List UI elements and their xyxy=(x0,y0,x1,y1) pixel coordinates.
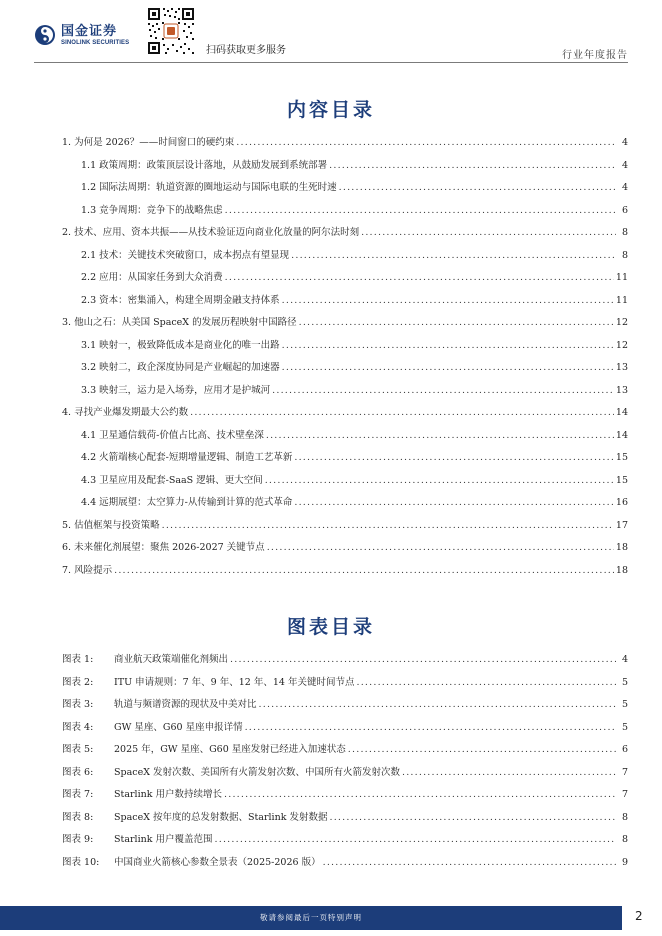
toc-entry[interactable] xyxy=(62,380,628,403)
toc-entry-page: 16 xyxy=(615,497,628,508)
toc-entry[interactable] xyxy=(62,335,628,358)
toc-entry[interactable] xyxy=(62,222,628,245)
toc-leader-dots xyxy=(267,537,614,560)
toc-entry[interactable] xyxy=(62,132,628,155)
figure-entry[interactable] xyxy=(62,784,628,807)
toc-entry[interactable] xyxy=(62,290,628,313)
toc-entry[interactable] xyxy=(62,515,628,538)
contents-list xyxy=(62,132,628,582)
figure-leader-dots xyxy=(224,784,616,807)
figure-entry-page: 4 xyxy=(621,654,628,665)
toc-leader-dots xyxy=(225,267,614,290)
figure-entry[interactable] xyxy=(62,852,628,875)
toc-entry[interactable] xyxy=(62,245,628,268)
figure-leader-dots xyxy=(348,739,616,762)
figure-entry-page: 5 xyxy=(621,699,628,710)
figure-leader-dots xyxy=(259,694,616,717)
figures-list xyxy=(62,649,628,874)
toc-entry-page: 4 xyxy=(621,182,628,193)
toc-leader-dots xyxy=(236,132,616,155)
company-logo xyxy=(34,24,129,46)
toc-entry-page: 15 xyxy=(615,474,628,486)
toc-entry[interactable] xyxy=(62,560,628,583)
toc-entry-title: 1. 为何是 2026？——时间窗口的硬约束 xyxy=(62,137,235,148)
toc-leader-dots xyxy=(299,312,614,335)
toc-entry[interactable] xyxy=(62,425,628,448)
toc-entry-page: 8 xyxy=(621,249,628,261)
contents-title: 内容目录 xyxy=(286,99,375,121)
toc-leader-dots xyxy=(361,222,616,245)
logo-name-cn: 国金证券 xyxy=(61,23,118,39)
figure-leader-dots xyxy=(329,807,616,830)
toc-entry-page: 17 xyxy=(615,519,628,531)
toc-entry-page: 6 xyxy=(621,204,628,216)
figure-entry-title: Starlink 用户数持续增长 xyxy=(114,789,223,800)
figure-entry-title: GW 星座、G60 星座申报详情 xyxy=(114,721,243,733)
figure-leader-dots xyxy=(230,649,616,672)
footer-disclaimer[interactable]: 敬请参阅最后一页特别声明 xyxy=(260,913,362,922)
figure-entry-label: 图表 8: xyxy=(62,811,94,823)
toc-entry-title: 4. 寻找产业爆发期最大公约数 xyxy=(62,407,189,418)
toc-entry-page: 13 xyxy=(615,362,628,373)
toc-entry-title: 4.3 卫星应用及配套-SaaS 逻辑、更大空间 xyxy=(81,474,263,486)
figure-leader-dots xyxy=(245,717,616,740)
toc-entry[interactable] xyxy=(62,155,628,178)
header-divider xyxy=(34,62,628,63)
toc-entry-page: 4 xyxy=(621,159,628,171)
toc-entry[interactable] xyxy=(62,200,628,223)
toc-entry-title: 2. 技术、应用、资本共振——从技术验证迈向商业化放量的阿尔法时刻 xyxy=(62,227,360,238)
figure-entry-label: 图表 10: xyxy=(62,856,100,868)
figure-entry-label: 图表 4: xyxy=(62,721,94,733)
page-number: 2 xyxy=(635,909,643,923)
toc-entry-page: 18 xyxy=(615,564,628,576)
toc-entry[interactable] xyxy=(62,357,628,380)
toc-leader-dots xyxy=(272,380,614,403)
toc-entry-page: 18 xyxy=(615,542,628,553)
figure-entry-page: 8 xyxy=(621,811,628,823)
figure-entry-label: 图表 6: xyxy=(62,766,94,778)
figure-entry-title: 轨道与频谱资源的现状及中美对比 xyxy=(114,699,257,710)
toc-leader-dots xyxy=(265,470,614,493)
figure-entry-title: Starlink 用户覆盖范围 xyxy=(114,834,213,845)
toc-entry-page: 14 xyxy=(615,429,628,441)
toc-entry-title: 3.3 映射三，运力是入场券，应用才是护城河 xyxy=(81,384,271,396)
toc-entry-title: 2.1 技术：关键技术突破窗口，成本拐点有望显现 xyxy=(81,249,290,261)
figure-entry-page: 9 xyxy=(621,856,628,868)
page-header xyxy=(0,0,662,62)
figure-entry-title: 中国商业火箭核心参数全景表（2025-2026 版） xyxy=(114,856,321,868)
toc-entry[interactable] xyxy=(62,492,628,515)
toc-leader-dots xyxy=(282,335,614,358)
toc-leader-dots xyxy=(294,492,614,515)
toc-entry-title: 3. 他山之石：从美国 SpaceX 的发展历程映射中国路径 xyxy=(62,317,297,328)
figure-entry[interactable] xyxy=(62,672,628,695)
toc-leader-dots xyxy=(114,560,614,583)
toc-leader-dots xyxy=(162,515,614,538)
qr-code-icon[interactable] xyxy=(146,6,196,56)
toc-entry[interactable] xyxy=(62,312,628,335)
toc-leader-dots xyxy=(339,177,616,200)
toc-entry-title: 4.1 卫星通信载荷-价值占比高、技术壁垒深 xyxy=(81,429,264,441)
figures-title: 图表目录 xyxy=(286,616,375,638)
toc-entry[interactable] xyxy=(62,177,628,200)
toc-entry[interactable] xyxy=(62,267,628,290)
figure-entry[interactable] xyxy=(62,694,628,717)
figure-entry-title: 2025 年，GW 星座、G60 星座发射已经进入加速状态 xyxy=(114,744,346,755)
figure-entry-title: SpaceX 按年度的总发射数据、Starlink 发射数据 xyxy=(114,811,328,823)
toc-entry-page: 15 xyxy=(615,452,628,463)
figure-entry-page: 6 xyxy=(621,744,628,755)
figure-entry-label: 图表 5: xyxy=(62,744,94,755)
toc-entry[interactable] xyxy=(62,537,628,560)
toc-entry-title: 3.1 映射一，极致降低成本是商业化的唯一出路 xyxy=(81,339,280,351)
toc-entry-title: 4.4 远期展望：太空算力-从传输到计算的范式革命 xyxy=(81,497,293,508)
figure-entry[interactable] xyxy=(62,739,628,762)
figure-entry-page: 5 xyxy=(621,676,628,688)
toc-leader-dots xyxy=(294,447,614,470)
toc-entry-title: 7. 风险提示 xyxy=(62,564,113,576)
toc-entry-page: 14 xyxy=(615,407,628,418)
toc-leader-dots xyxy=(291,245,616,268)
figure-entry-label: 图表 2: xyxy=(62,676,94,688)
toc-entry-title: 1.3 竞争周期：竞争下的战略焦虑 xyxy=(81,204,223,216)
toc-entry[interactable] xyxy=(62,447,628,470)
figure-entry-page: 5 xyxy=(621,721,628,733)
figure-entry-label: 图表 9: xyxy=(62,834,94,845)
figure-leader-dots xyxy=(323,852,616,875)
figure-leader-dots xyxy=(402,762,616,785)
figure-entry-page: 7 xyxy=(621,789,628,800)
figure-entry-label: 图表 3: xyxy=(62,699,94,710)
toc-entry-title: 1.2 国际法周期：轨道资源的圈地运动与国际电联的生死时速 xyxy=(81,182,337,193)
toc-entry[interactable] xyxy=(62,470,628,493)
toc-entry[interactable] xyxy=(62,402,628,425)
figure-entry-label: 图表 1: xyxy=(62,654,94,665)
toc-leader-dots xyxy=(266,425,614,448)
footer-bar xyxy=(0,906,622,930)
toc-leader-dots xyxy=(225,200,616,223)
figure-entry[interactable] xyxy=(62,649,628,672)
toc-entry-title: 2.2 应用：从国家任务到大众消费 xyxy=(81,272,223,283)
figure-entry-title: ITU 申请规则：7 年、9 年、12 年、14 年关键时间节点 xyxy=(114,676,355,688)
figure-entry[interactable] xyxy=(62,829,628,852)
toc-entry-page: 13 xyxy=(615,384,628,396)
logo-name-en: SINOLINK SECURITIES xyxy=(61,39,130,46)
figure-entry-page: 7 xyxy=(621,766,628,778)
toc-leader-dots xyxy=(190,402,614,425)
figure-leader-dots xyxy=(215,829,616,852)
toc-entry-page: 8 xyxy=(621,227,628,238)
toc-entry-page: 11 xyxy=(615,272,628,283)
toc-entry-page: 12 xyxy=(615,339,628,351)
toc-entry-title: 3.2 映射二，政企深度协同是产业崛起的加速器 xyxy=(81,362,280,373)
qr-caption: 扫码获取更多服务 xyxy=(206,45,286,56)
toc-leader-dots xyxy=(329,155,616,178)
toc-leader-dots xyxy=(282,357,614,380)
toc-entry-title: 5. 估值框架与投资策略 xyxy=(62,519,160,531)
figure-entry-title: 商业航天政策端催化剂频出 xyxy=(114,654,229,665)
toc-entry-title: 1.1 政策周期：政策顶层设计落地，从鼓励发展到系统部署 xyxy=(81,159,328,171)
figure-entry-title: SpaceX 发射次数、美国所有火箭发射次数、中国所有火箭发射次数 xyxy=(114,766,400,778)
toc-entry-title: 4.2 火箭端核心配套-短期增量逻辑、制造工艺革新 xyxy=(81,452,293,463)
figure-entry[interactable] xyxy=(62,717,628,740)
toc-entry-title: 2.3 资本：密集涌入，构建全周期金融支持体系 xyxy=(81,294,280,306)
figure-entry-page: 8 xyxy=(621,834,628,845)
figure-entry[interactable] xyxy=(62,762,628,785)
toc-entry-title: 6. 未来催化剂展望：聚焦 2026-2027 关键节点 xyxy=(62,542,265,553)
logo-mark-icon xyxy=(34,24,56,46)
figure-entry[interactable] xyxy=(62,807,628,830)
toc-entry-page: 12 xyxy=(615,317,628,328)
figure-entry-label: 图表 7: xyxy=(62,789,94,800)
toc-entry-page: 11 xyxy=(615,294,628,306)
report-type-label: 行业年度报告 xyxy=(562,50,628,61)
figure-leader-dots xyxy=(356,672,616,695)
toc-entry-page: 4 xyxy=(621,137,628,148)
toc-leader-dots xyxy=(282,290,614,313)
